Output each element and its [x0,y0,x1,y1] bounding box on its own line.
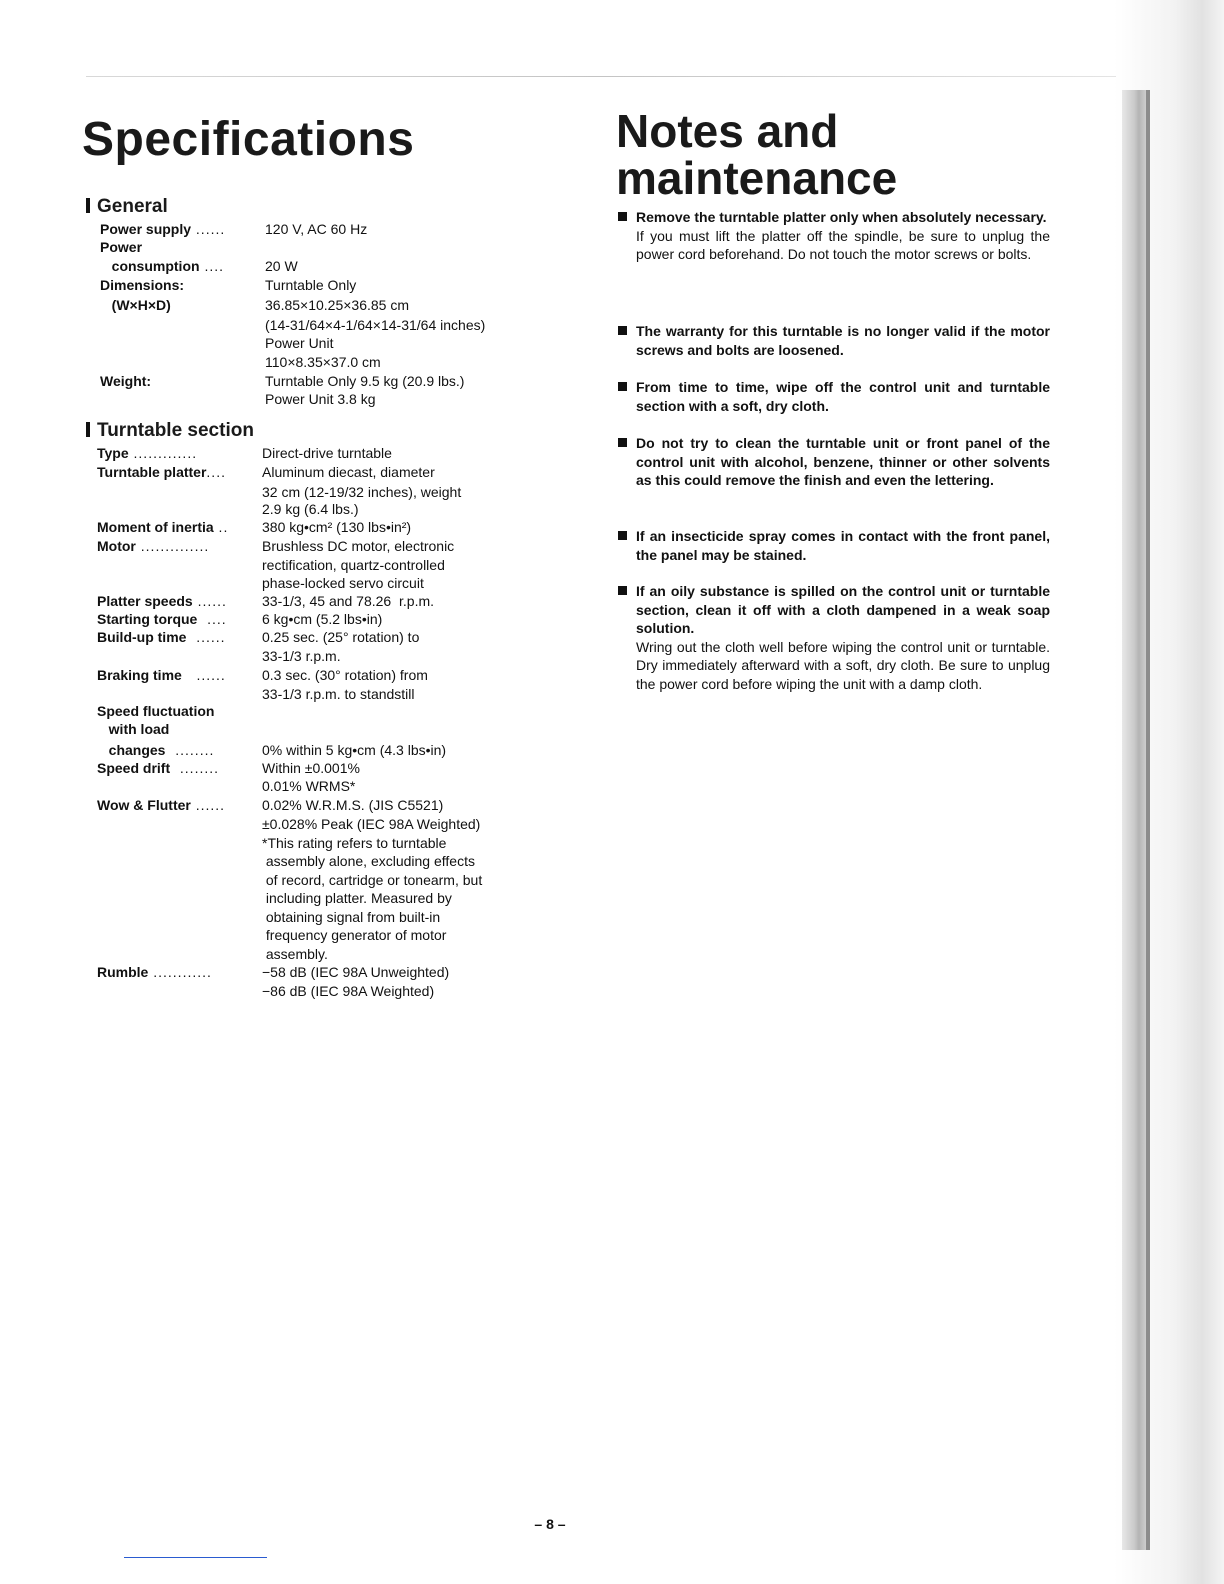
note-item [618,322,1050,359]
spec-row [97,666,557,685]
spec-value: phase-locked servo circuit [262,575,424,591]
general-heading [86,196,168,218]
spec-row [97,556,557,575]
spec-label [97,592,227,611]
spec-value: 120 V, AC 60 Hz [265,221,368,237]
spec-row [97,963,557,982]
spec-value: frequency generator of motor [262,927,447,943]
spec-label-text: Type [97,445,129,461]
spec-value: 32 cm (12-19/32 inches), weight [262,484,462,500]
spec-row [97,592,557,611]
spec-label [97,702,214,721]
bullet-square-icon [618,438,627,447]
spec-label-text: Speed fluctuation [97,703,215,719]
spec-value: 380 kg•cm² (130 lbs•in²) [262,519,412,535]
spec-value: including platter. Measured by [262,890,452,906]
spec-label [97,759,219,778]
spec-row [100,238,560,257]
spec-label [100,296,171,315]
spec-leader-dots: ............. [128,445,198,461]
spec-value: 0.3 sec. (30° rotation) from [262,667,428,683]
spec-row [97,628,557,647]
spec-label [97,463,226,482]
spec-row [100,390,560,409]
note-item [618,208,1050,264]
note-item [618,527,1050,564]
spec-value: Turntable Only 9.5 kg (20.9 lbs.) [265,373,465,389]
spec-label-text: (W×H×D) [100,297,171,313]
spec-value: 2.9 kg (6.4 lbs.) [262,501,359,517]
bullet-square-icon [618,586,627,595]
note-heading: From time to time, wipe off the control unit and turntable section with a soft, dry cloth. [636,379,1050,414]
spec-leader-dots: ...... [192,593,227,609]
spec-label [97,796,225,815]
spec-row [97,796,557,815]
bottom-underline [124,1557,267,1558]
spec-row [100,276,560,295]
spec-value: 0.25 sec. (25° rotation) to [262,629,420,645]
spec-label [100,257,224,276]
spec-value: Aluminum diecast, diameter [262,464,435,480]
spec-label-text: Dimensions: [100,277,185,293]
bullet-square-icon [618,326,627,335]
spec-row [97,720,557,739]
note-heading: Remove the turntable platter only when absolutely necessary. [636,209,1047,225]
bullet-square-icon [618,531,627,540]
spec-value: 20 W [265,258,298,274]
spec-row [97,982,557,1001]
turntable-heading-text: Turntable section [97,420,254,441]
spec-leader-dots: ...... [191,221,226,237]
spec-leader-dots: ...... [186,629,226,645]
spec-row [100,220,560,239]
spec-leader-dots: ...... [181,667,226,683]
spec-row [100,296,560,315]
spec-value: Direct-drive turntable [262,445,392,461]
spec-label [97,741,214,760]
note-body: Wring out the cloth well before wiping the control unit or turntable. Dry immediately afterward with a soft, dry cloth. Be sure to unplug the power cord before wiping the unit with a damp cloth. [636,638,1050,692]
spec-row [97,741,557,760]
note-item [618,582,1050,693]
spec-row [97,463,557,482]
spec-value: Turntable Only [265,277,357,293]
notes-title-line2: maintenance [616,152,898,204]
spec-leader-dots: ........ [165,742,215,758]
spec-leader-dots: .... [197,611,227,627]
spec-value: 33-1/3, 45 and 78.26 r.p.m. [262,593,435,609]
spec-row [97,537,557,556]
spec-label-text: Power [100,239,143,255]
spec-row [97,759,557,778]
spec-label-text: Speed drift [97,760,171,776]
top-rule [86,76,1116,77]
note-item [618,434,1050,490]
spec-value: 110×8.35×37.0 cm [265,354,381,370]
spec-leader-dots: ...... [190,797,226,813]
spec-row [100,372,560,391]
spec-label [97,518,228,537]
spec-label-text: changes [97,742,166,758]
note-heading: If an insecticide spray comes in contact with the front panel, the panel may be stained. [636,528,1050,563]
notes-title [616,105,898,204]
spec-value: −86 dB (IEC 98A Weighted) [262,983,435,999]
turntable-heading [86,420,254,442]
bullet-square-icon [618,212,627,221]
spec-value: 6 kg•cm (5.2 lbs•in) [262,611,383,627]
spec-row [97,815,557,834]
spec-label [97,610,227,629]
spec-row [97,500,557,519]
spec-label [97,720,169,739]
spec-row [97,852,557,871]
spec-value: (14-31/64×4-1/64×14-31/64 inches) [265,317,486,333]
spec-row [97,777,557,796]
spec-value: Power Unit [265,335,334,351]
spec-value: −58 dB (IEC 98A Unweighted) [262,964,450,980]
spec-leader-dots: .... [206,464,226,480]
spec-label-text: with load [97,721,170,737]
spec-value: rectification, quartz-controlled [262,557,445,573]
binding-edge-shadow [1146,90,1150,1550]
note-item [618,378,1050,415]
spec-label-text: Moment of inertia [97,519,214,535]
spec-value: assembly alone, excluding effects [262,853,475,869]
spec-label-text: Braking time [97,667,182,683]
spec-row [97,610,557,629]
spec-value: *This rating refers to turntable [262,835,447,851]
spec-label [97,444,197,463]
spec-label [97,537,209,556]
spec-row [97,926,557,945]
section-marker [86,198,90,213]
spec-row [97,834,557,853]
spec-label-text: Power supply [100,221,192,237]
section-marker [86,422,90,437]
spec-row [100,316,560,335]
spec-row [97,702,557,721]
spec-label [97,628,226,647]
spec-value: ±0.028% Peak (IEC 98A Weighted) [262,816,481,832]
spec-row [100,257,560,276]
spec-leader-dots: ............ [148,964,212,980]
spec-label [97,666,226,685]
specifications-title: Specifications [82,113,415,166]
spec-value: assembly. [262,946,328,962]
spec-row [97,908,557,927]
spec-value: 0% within 5 kg•cm (4.3 lbs•in) [262,742,447,758]
spec-leader-dots: .... [199,258,225,274]
spec-value: Power Unit 3.8 kg [265,391,376,407]
spec-row [97,945,557,964]
general-heading-text: General [97,196,168,217]
spec-value: 33-1/3 r.p.m. [262,648,341,664]
spec-row [97,647,557,666]
spec-leader-dots: .. [213,519,229,535]
spec-label-text: Platter speeds [97,593,193,609]
spec-value: 33-1/3 r.p.m. to standstill [262,686,415,702]
spec-leader-dots: ........ [170,760,220,776]
note-heading: The warranty for this turntable is no longer valid if the motor screws and bolts are loosened. [636,323,1050,358]
bullet-square-icon [618,382,627,391]
spec-row [97,518,557,537]
note-heading: If an oily substance is spilled on the control unit or turntable section, clean it off with a cloth dampened in a weak soap solution. [636,583,1050,636]
spec-value: obtaining signal from built-in [262,909,441,925]
spec-label-text: Build-up time [97,629,187,645]
spec-row [100,353,560,372]
spec-row [100,334,560,353]
spec-value: Brushless DC motor, electronic [262,538,455,554]
spec-leader-dots: .............. [135,538,210,554]
note-heading: Do not try to clean the turntable unit or front panel of the control unit with alcohol, benzene, thinner or other solvents as this could remove the finish and even the lettering. [636,435,1050,488]
spec-value: 0.02% W.R.M.S. (JIS C5521) [262,797,444,813]
spec-label [100,238,142,257]
spec-label-text: Weight: [100,373,152,389]
spec-value: 0.01% WRMS* [262,778,356,794]
spec-label [100,220,225,239]
spec-label-text: Wow & Flutter [97,797,191,813]
spec-label-text: consumption [100,258,200,274]
spec-label-text: Rumble [97,964,149,980]
spec-value: Within ±0.001% [262,760,360,776]
spec-label [100,276,184,295]
spec-value: 36.85×10.25×36.85 cm [265,297,410,313]
spec-label-text: Motor [97,538,136,554]
note-body: If you must lift the platter off the spindle, be sure to unplug the power cord beforehand. Do not touch the motor screws or bolts. [636,227,1050,262]
spec-label-text: Starting torque [97,611,198,627]
page-number: – 8 – [534,1516,566,1532]
spec-label-text: Turntable platter [97,464,207,480]
spec-label [100,372,151,391]
notes-title-line1: Notes and [616,105,839,157]
spec-row [97,889,557,908]
spec-row [97,871,557,890]
spec-label [97,963,212,982]
spec-value: of record, cartridge or tonearm, but [262,872,483,888]
spec-row [97,444,557,463]
spec-row [97,574,557,593]
